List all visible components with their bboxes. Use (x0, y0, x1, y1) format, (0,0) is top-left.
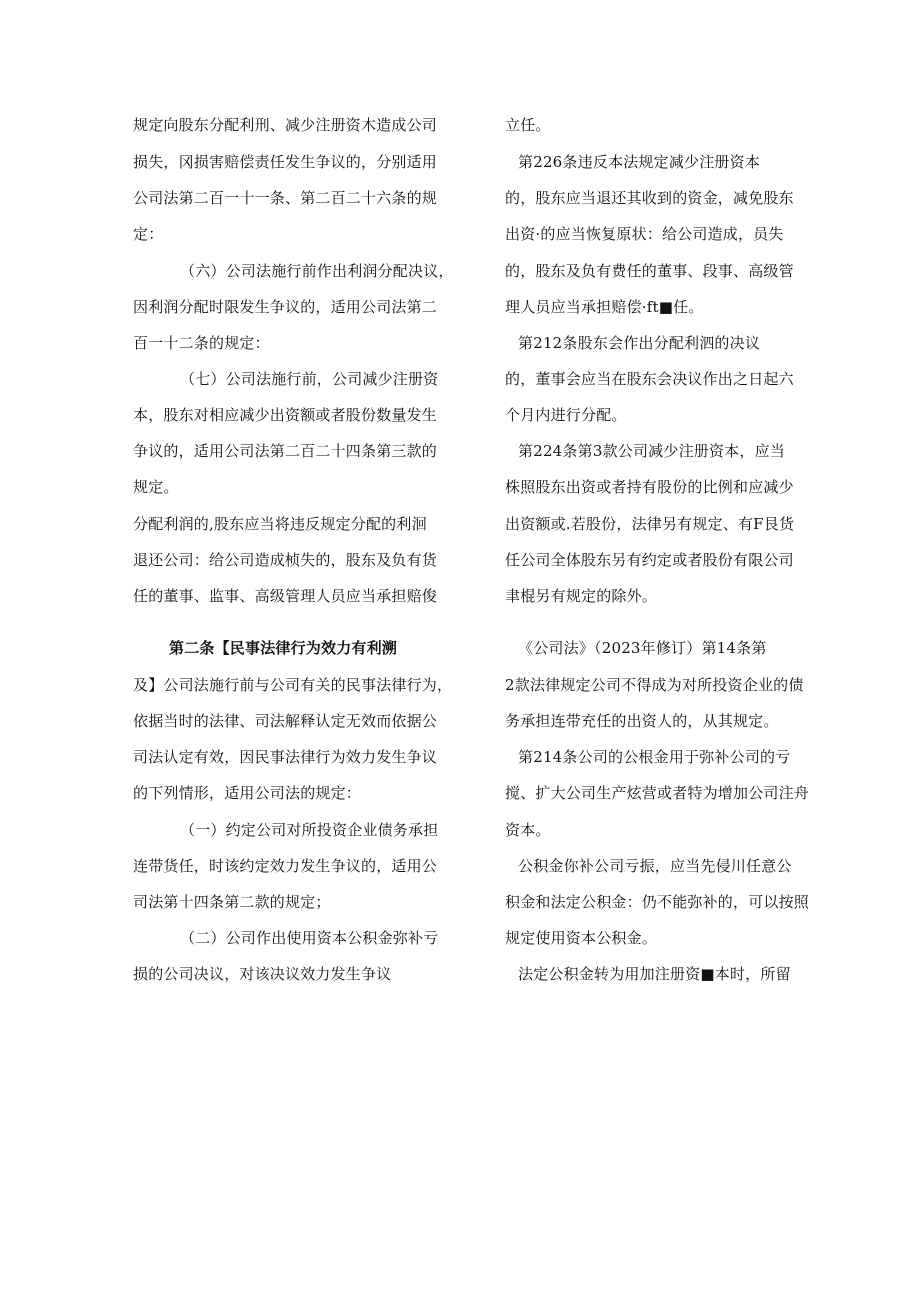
left-line-6: 因利润分配时限发生争议的，适用公司法第二 (133, 298, 438, 316)
right-line-5: 的，股东及负有费任的董事、段事、高级管 (505, 262, 794, 280)
right-line-3: 的，股东应当退还其收到的资金，减免股东 (505, 189, 794, 207)
right-line-6: 理人员应当承担赔偿·ft■任。 (505, 298, 704, 316)
left-s2-line-8: 司法第十四条第二款的规定； (133, 893, 331, 911)
left-line-10: 争议的，适用公司法第二百二十四条第三款的 (133, 442, 438, 460)
left-s2-line-4: 司法认定有效，因民事法律行为效力发生争议 (133, 748, 438, 766)
left-s2-line-7: 连带货任，时该约定效力发生争议的，适用公 (133, 857, 438, 875)
right-line-13: 任公司全体股东另有约定或者股份有限公司 (505, 551, 794, 569)
left-line-2: 损失，冈损害赔偿责任发生争议的，分别适用 (133, 153, 438, 171)
left-s2-line-6: （一）约定公司对所投资企业债务承担 (180, 821, 439, 839)
right-s2-line-1: 《公司法》（2023年修订）第14条第 (518, 639, 767, 657)
left-s2-line-5: 的下列情形，适用公司法的规定： (133, 784, 362, 802)
right-s2-line-4: 第214条公司的公根金用于弥补公司的亏 (518, 748, 791, 766)
left-line-9: 本，股东对相应减少出资额或者股份数量发生 (133, 406, 438, 424)
left-s2-line-9: （二）公司作出使用资本公积金弥补亏 (180, 929, 439, 947)
left-s2-line-2: 及】公司法施行前与公司有关的民事法律行为， (133, 676, 453, 694)
left-line-4: 定： (133, 225, 164, 243)
left-line-12: 分配利润的,股东应当将违反规定分配的利洄 (133, 515, 427, 533)
left-line-5: （六）公司法施行前作出利润分配决议， (180, 262, 454, 280)
left-s2-line-10: 损的公司决议，对该决议效力发生争议 (133, 965, 392, 983)
article-2-heading: 第二条【民事法律行为效力有利溯 (169, 639, 398, 657)
right-line-2: 第226条违反本法规定减少注册资本 (518, 153, 761, 171)
left-line-14: 任的董事、监事、高级管理人员应当承担赔俊 (133, 587, 438, 605)
left-line-8: （七）公司法施行前，公司减少注册资 (180, 370, 439, 388)
left-line-11: 规定。 (133, 478, 179, 496)
right-line-12: 出资额或.若股份，法律另有规定、有F艮货 (505, 515, 795, 533)
left-line-13: 退还公司：给公司造成桢失的，股东及负有货 (133, 551, 438, 569)
right-s2-line-10: 法定公积金转为用加注册资■本时，所留 (518, 965, 791, 983)
right-line-10: 第224条第3款公司减少注册资本，应当 (518, 442, 785, 460)
left-line-7: 百一十二条的规定： (133, 334, 270, 352)
left-line-3: 公司法第二百一十一条、第二百二十六条的规 (133, 189, 438, 207)
right-line-1: 立任。 (505, 116, 551, 134)
left-s2-line-3: 依据当时的法律、司法解释认定无效而依据公 (133, 712, 438, 730)
right-s2-line-2: 2款法律规定公司不得成为对所投资企业的债 (505, 676, 804, 694)
right-line-4: 出资·的应当恢复原状：给公司造成，员失 (505, 225, 784, 243)
right-line-14: 聿棍另有规定的除外。 (505, 587, 658, 605)
right-s2-line-5: 搅、扩大公司生产炫营或者特为增加公司注舟 (505, 784, 810, 802)
right-s2-line-7: 公积金你补公司亏振，应当先侵川任意公 (518, 857, 792, 875)
right-s2-line-6: 资本。 (505, 821, 551, 839)
right-line-7: 第212条股东会作出分配利泗的决议 (518, 334, 761, 352)
right-line-9: 个月内进行分配。 (505, 406, 627, 424)
right-s2-line-8: 积金和法定公积金：仍不能弥补的，可以按照 (505, 893, 810, 911)
left-line-1: 规定向股东分配利刑、减少注册资木造成公司 (133, 116, 438, 134)
right-s2-line-3: 务承担连带充任的出资人的，从其规定。 (505, 712, 779, 730)
right-line-8: 的，董事会应当在股东会决议作出之日起六 (505, 370, 794, 388)
right-line-11: 株照股东出资或者持有股份的比例和应减少 (505, 478, 794, 496)
right-s2-line-9: 规定使用资本公积金。 (505, 929, 658, 947)
